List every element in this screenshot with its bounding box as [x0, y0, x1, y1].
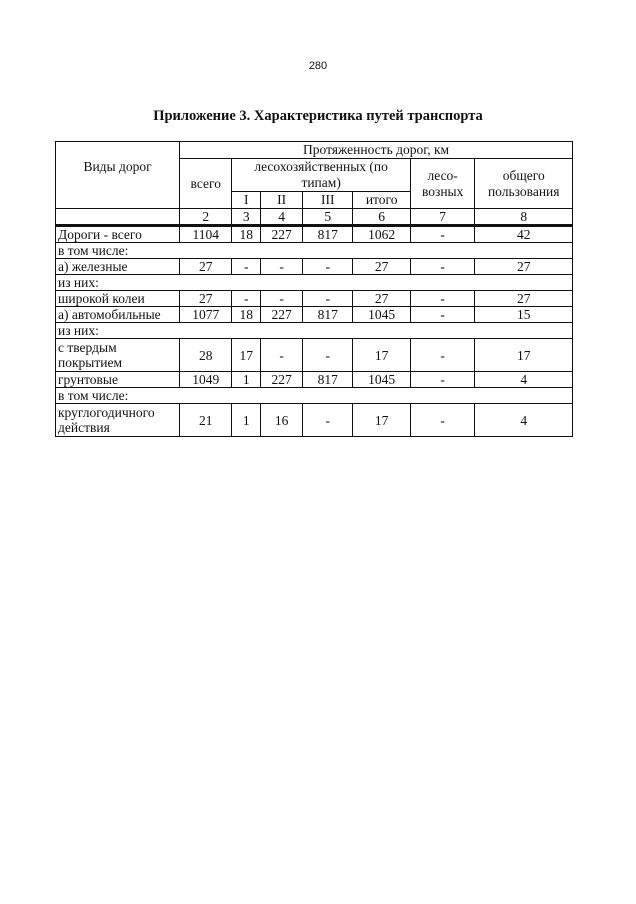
- table-cell: -: [410, 404, 475, 437]
- table-cell: 1104: [180, 226, 232, 243]
- table-cell: 27: [180, 291, 232, 307]
- table-cell: 28: [180, 339, 232, 372]
- column-number: 6: [353, 209, 410, 226]
- column-number: 2: [180, 209, 232, 226]
- table-cell: 817: [303, 307, 353, 323]
- table-cell: 4: [475, 372, 573, 388]
- section-row: [56, 275, 573, 291]
- header-road-types: Виды дорог: [56, 142, 180, 209]
- table-cell: -: [303, 404, 353, 437]
- section-label: в том числе:: [56, 388, 573, 404]
- table-cell: 21: [180, 404, 232, 437]
- header-type-2: II: [261, 192, 303, 209]
- page-number: 280: [308, 60, 328, 72]
- column-number: 4: [261, 209, 303, 226]
- row-label: а) автомобильные: [56, 307, 180, 323]
- table-cell: -: [232, 259, 261, 275]
- table-cell: 17: [353, 339, 410, 372]
- table-cell: 18: [232, 226, 261, 243]
- header-timber: лесо-возных: [410, 159, 475, 209]
- page-title: Приложение 3. Характеристика путей транспорта: [153, 108, 483, 124]
- table-row: [56, 339, 573, 372]
- row-label: круглогодичного действия: [56, 404, 180, 437]
- table-cell: 17: [232, 339, 261, 372]
- table-cell: 227: [261, 307, 303, 323]
- table-row: [56, 307, 573, 323]
- table-cell: 1062: [353, 226, 410, 243]
- table-row: [56, 404, 573, 437]
- row-label: широкой колеи: [56, 291, 180, 307]
- table-cell: -: [232, 291, 261, 307]
- table-cell: 16: [261, 404, 303, 437]
- header-length: Протяженность дорог, км: [180, 142, 573, 159]
- header-type-1: I: [232, 192, 261, 209]
- row-label: грунтовые: [56, 372, 180, 388]
- row-label: с твердым покрытием: [56, 339, 180, 372]
- table-cell: 27: [180, 259, 232, 275]
- table-row: [56, 372, 573, 388]
- table-cell: 42: [475, 226, 573, 243]
- table-cell: 1045: [353, 372, 410, 388]
- table-cell: 17: [475, 339, 573, 372]
- table-cell: -: [261, 259, 303, 275]
- table-cell: 17: [353, 404, 410, 437]
- table-cell: 27: [475, 291, 573, 307]
- section-row: [56, 243, 573, 259]
- column-number: 8: [475, 209, 573, 226]
- table-cell: -: [410, 259, 475, 275]
- header-total: всего: [180, 159, 232, 209]
- transport-routes-table: [55, 141, 573, 437]
- table-cell: -: [410, 339, 475, 372]
- table-cell: -: [410, 372, 475, 388]
- table-cell: -: [261, 339, 303, 372]
- table-cell: 27: [353, 291, 410, 307]
- table-cell: 1077: [180, 307, 232, 323]
- column-number-blank: [56, 209, 180, 226]
- header-forestry-total: итого: [353, 192, 410, 209]
- table-cell: 1: [232, 372, 261, 388]
- table-cell: 27: [475, 259, 573, 275]
- column-number: 7: [410, 209, 475, 226]
- table-cell: 4: [475, 404, 573, 437]
- column-number: 5: [303, 209, 353, 226]
- table-cell: 227: [261, 226, 303, 243]
- column-number-row: [56, 209, 573, 226]
- header-forestry: лесохозяйственных (по типам): [232, 159, 410, 192]
- column-number: 3: [232, 209, 261, 226]
- table-row: [56, 226, 573, 243]
- header-row: [56, 142, 573, 159]
- section-label: из них:: [56, 275, 573, 291]
- table-cell: -: [303, 259, 353, 275]
- section-label: из них:: [56, 323, 573, 339]
- table-cell: 15: [475, 307, 573, 323]
- table-cell: 1: [232, 404, 261, 437]
- table-cell: -: [303, 339, 353, 372]
- section-row: [56, 388, 573, 404]
- table-cell: 27: [353, 259, 410, 275]
- section-row: [56, 323, 573, 339]
- table-cell: 817: [303, 372, 353, 388]
- table-cell: -: [410, 226, 475, 243]
- table-cell: -: [410, 307, 475, 323]
- table-cell: 227: [261, 372, 303, 388]
- table-cell: 817: [303, 226, 353, 243]
- table-cell: -: [410, 291, 475, 307]
- row-label: а) железные: [56, 259, 180, 275]
- table-cell: 1049: [180, 372, 232, 388]
- table-cell: 18: [232, 307, 261, 323]
- table-cell: -: [261, 291, 303, 307]
- section-label: в том числе:: [56, 243, 573, 259]
- header-public: общего пользования: [475, 159, 573, 209]
- row-label: Дороги - всего: [56, 226, 180, 243]
- table-cell: -: [303, 291, 353, 307]
- table-cell: 1045: [353, 307, 410, 323]
- table-row: [56, 259, 573, 275]
- table-row: [56, 291, 573, 307]
- header-type-3: III: [303, 192, 353, 209]
